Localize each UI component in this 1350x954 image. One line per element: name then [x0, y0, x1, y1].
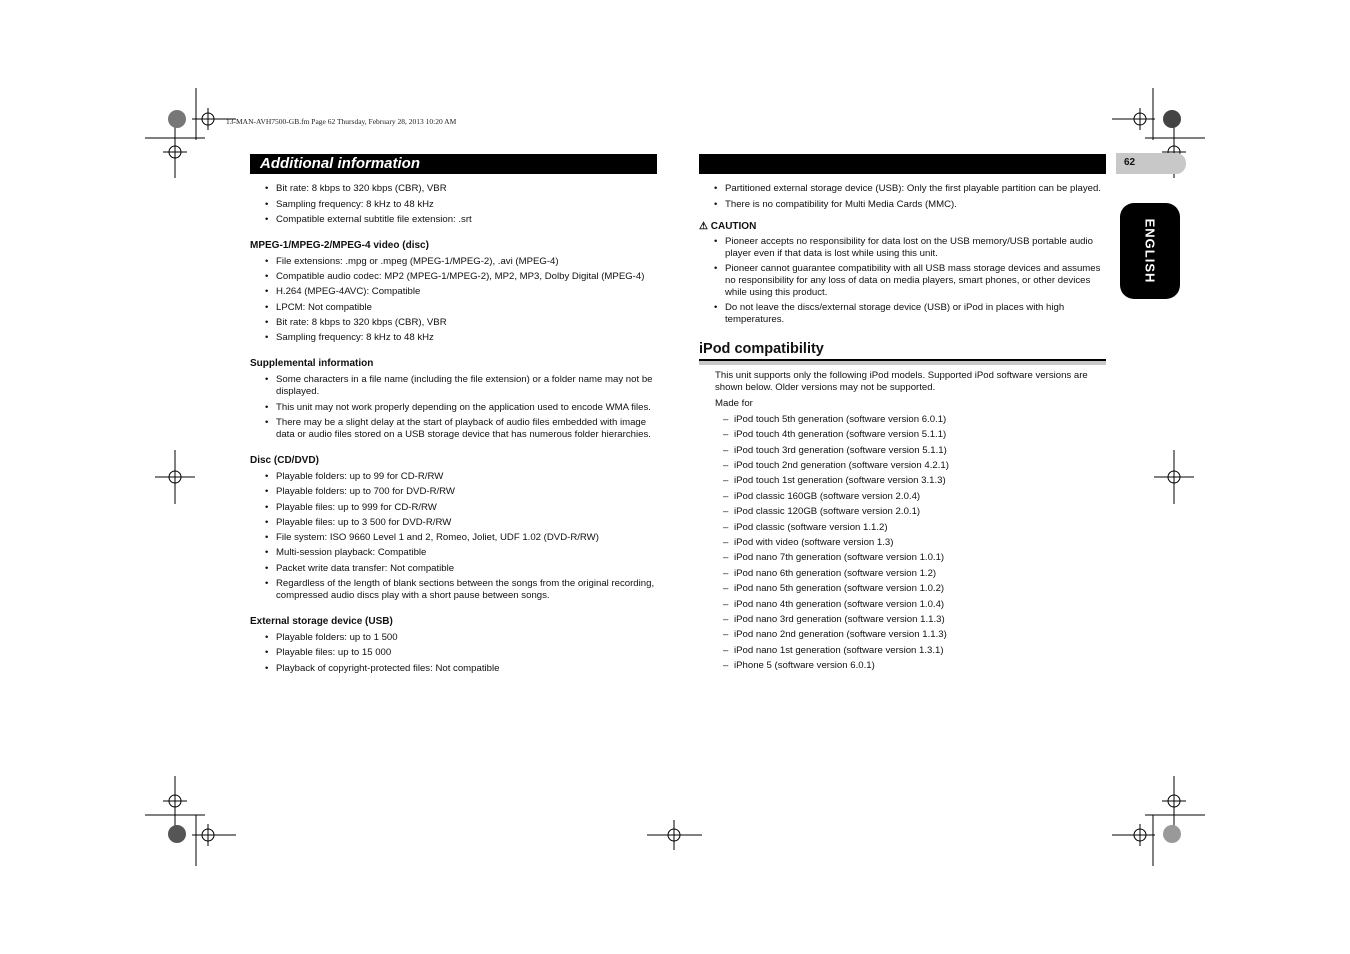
page-number-tab — [1116, 153, 1186, 174]
list-item: – iPod nano 6th generation (software version 1.2) — [699, 568, 1106, 580]
bullet-list — [250, 256, 660, 344]
registration-mark-icon — [192, 88, 236, 140]
section-heading: External storage device (USB) — [250, 616, 393, 628]
file-header: 13-MAN-AVH7500-GB.fm Page 62 Thursday, February 28, 2013 10:20 AM — [226, 117, 457, 126]
ipod-model-list — [699, 414, 1106, 672]
ipod-heading: iPod compatibility — [699, 341, 824, 358]
list-item: • Playable folders: up to 700 for DVD-R/RW — [250, 486, 660, 498]
list-item: • Packet write data transfer: Not compatible — [250, 563, 660, 575]
caution-list — [699, 236, 1106, 327]
warning-icon: ⚠ — [699, 220, 708, 232]
list-item: • Playback of copyright-protected files: Not compatible — [250, 663, 660, 675]
list-item: • Compatible external subtitle file extension: .srt — [250, 214, 660, 226]
section — [250, 240, 660, 344]
list-item: • Sampling frequency: 8 kHz to 48 kHz — [250, 332, 660, 344]
page-number: 62 — [1124, 157, 1136, 168]
language-tab — [1120, 203, 1180, 299]
list-item: • Compatible audio codec: MP2 (MPEG-1/MPEG-2), MP2, MP3, Dolby Digital (MPEG-4) — [250, 271, 660, 283]
color-target-icon — [1163, 110, 1181, 128]
caution-heading — [699, 221, 1106, 233]
bullet-list — [250, 374, 660, 441]
list-item: • This unit may not work properly depending on the application used to encode WMA files. — [250, 402, 660, 414]
list-item: – iPod nano 7th generation (software version 1.0.1) — [699, 552, 1106, 564]
section-title-bar — [250, 154, 657, 174]
list-item: – iPod classic 160GB (software version 2.0.4) — [699, 491, 1106, 503]
list-item: – iPod touch 3rd generation (software version 5.1.1) — [699, 445, 1106, 457]
color-target-icon — [1163, 825, 1181, 843]
list-item: • File system: ISO 9660 Level 1 and 2, Romeo, Joliet, UDF 1.02 (DVD-R/RW) — [250, 532, 660, 544]
bullet-list — [250, 632, 660, 675]
registration-mark-icon — [155, 450, 195, 504]
list-item: • Playable folders: up to 1 500 — [250, 632, 660, 644]
color-target-icon — [168, 110, 186, 128]
list-item: – iPod nano 1st generation (software version 1.3.1) — [699, 645, 1106, 657]
right-column — [699, 180, 1106, 672]
list-item: • Some characters in a file name (including the file extension) or a folder name may not be displayed. — [250, 374, 660, 398]
list-item: – iPod with video (software version 1.3) — [699, 537, 1106, 549]
bullet-list — [699, 183, 1106, 210]
registration-mark-icon — [1154, 450, 1194, 504]
list-item: • Playable files: up to 999 for CD-R/RW — [250, 502, 660, 514]
caution-label: CAUTION — [710, 220, 757, 232]
list-item: • Playable files: up to 3 500 for DVD-R/RW — [250, 517, 660, 529]
list-item: • LPCM: Not compatible — [250, 302, 660, 314]
section-heading: Disc (CD/DVD) — [250, 454, 319, 466]
heading-rule-gray — [699, 361, 1106, 365]
section — [250, 616, 660, 675]
registration-mark-icon — [192, 815, 236, 866]
list-item: • Do not leave the discs/external storage device (USB) or iPod in places with high temperatures. — [699, 302, 1106, 326]
registration-mark-icon — [647, 820, 702, 850]
list-item: • Pioneer accepts no responsibility for data lost on the USB memory/USB portable audio player even if that data is lost while using this unit. — [699, 236, 1106, 260]
list-item: • H.264 (MPEG-4AVC): Compatible — [250, 286, 660, 298]
registration-mark-icon — [1145, 776, 1205, 830]
list-item: • Regardless of the length of blank sections between the songs from the original recording, compressed audio discs play with a short pause between songs. — [250, 578, 660, 602]
section-title: Additional information — [260, 155, 420, 172]
list-item: – iPod nano 4th generation (software version 1.0.4) — [699, 599, 1106, 611]
section-heading: MPEG-1/MPEG-2/MPEG-4 video (disc) — [250, 239, 429, 251]
list-item: – iPod nano 5th generation (software version 1.0.2) — [699, 583, 1106, 595]
list-item: • File extensions: .mpg or .mpeg (MPEG-1/MPEG-2), .avi (MPEG-4) — [250, 256, 660, 268]
list-item: – iPod touch 2nd generation (software version 4.2.1) — [699, 460, 1106, 472]
list-item: – iPhone 5 (software version 6.0.1) — [699, 660, 1106, 672]
bullet-list — [250, 183, 660, 226]
list-item: • Playable files: up to 15 000 — [250, 647, 660, 659]
list-item: • Sampling frequency: 8 kHz to 48 kHz — [250, 199, 660, 211]
language-label: ENGLISH — [1142, 218, 1158, 284]
list-item: • Bit rate: 8 kbps to 320 kbps (CBR), VBR — [250, 183, 660, 195]
section — [250, 358, 660, 441]
registration-mark-icon — [1112, 88, 1155, 140]
list-item: – iPod nano 3rd generation (software version 1.1.3) — [699, 614, 1106, 626]
made-for-label: Made for — [715, 398, 753, 410]
list-item: – iPod nano 2nd generation (software version 1.1.3) — [699, 629, 1106, 641]
section-title-bar-right — [699, 154, 1106, 174]
list-item: – iPod touch 5th generation (software version 6.0.1) — [699, 414, 1106, 426]
list-item: • There may be a slight delay at the start of playback of audio files embedded with image data or audio files stored on a USB storage device that has numerous folder hierarchies. — [250, 417, 660, 441]
list-item: • Playable folders: up to 99 for CD-R/RW — [250, 471, 660, 483]
section — [250, 455, 660, 602]
ipod-intro: This unit supports only the following iPod models. Supported iPod software versions are shown below. Older versions may not be supported. — [715, 370, 1088, 394]
list-item: • There is no compatibility for Multi Media Cards (MMC). — [699, 199, 1106, 211]
bullet-list — [250, 471, 660, 602]
list-item: – iPod classic 120GB (software version 2.0.1) — [699, 506, 1106, 518]
list-item: • Multi-session playback: Compatible — [250, 547, 660, 559]
list-item: • Bit rate: 8 kbps to 320 kbps (CBR), VBR — [250, 317, 660, 329]
color-target-icon — [168, 825, 186, 843]
registration-mark-icon — [1112, 815, 1155, 866]
list-item: – iPod touch 1st generation (software version 3.1.3) — [699, 475, 1106, 487]
list-item: – iPod touch 4th generation (software version 5.1.1) — [699, 429, 1106, 441]
left-column — [250, 180, 660, 675]
section-heading: Supplemental information — [250, 358, 374, 370]
list-item: • Partitioned external storage device (USB): Only the first playable partition can be played. — [699, 183, 1106, 195]
list-item: – iPod classic (software version 1.1.2) — [699, 522, 1106, 534]
list-item: • Pioneer cannot guarantee compatibility with all USB mass storage devices and assumes no responsibility for any loss of data on media players, smart phones, or other devices while using this product. — [699, 263, 1106, 299]
